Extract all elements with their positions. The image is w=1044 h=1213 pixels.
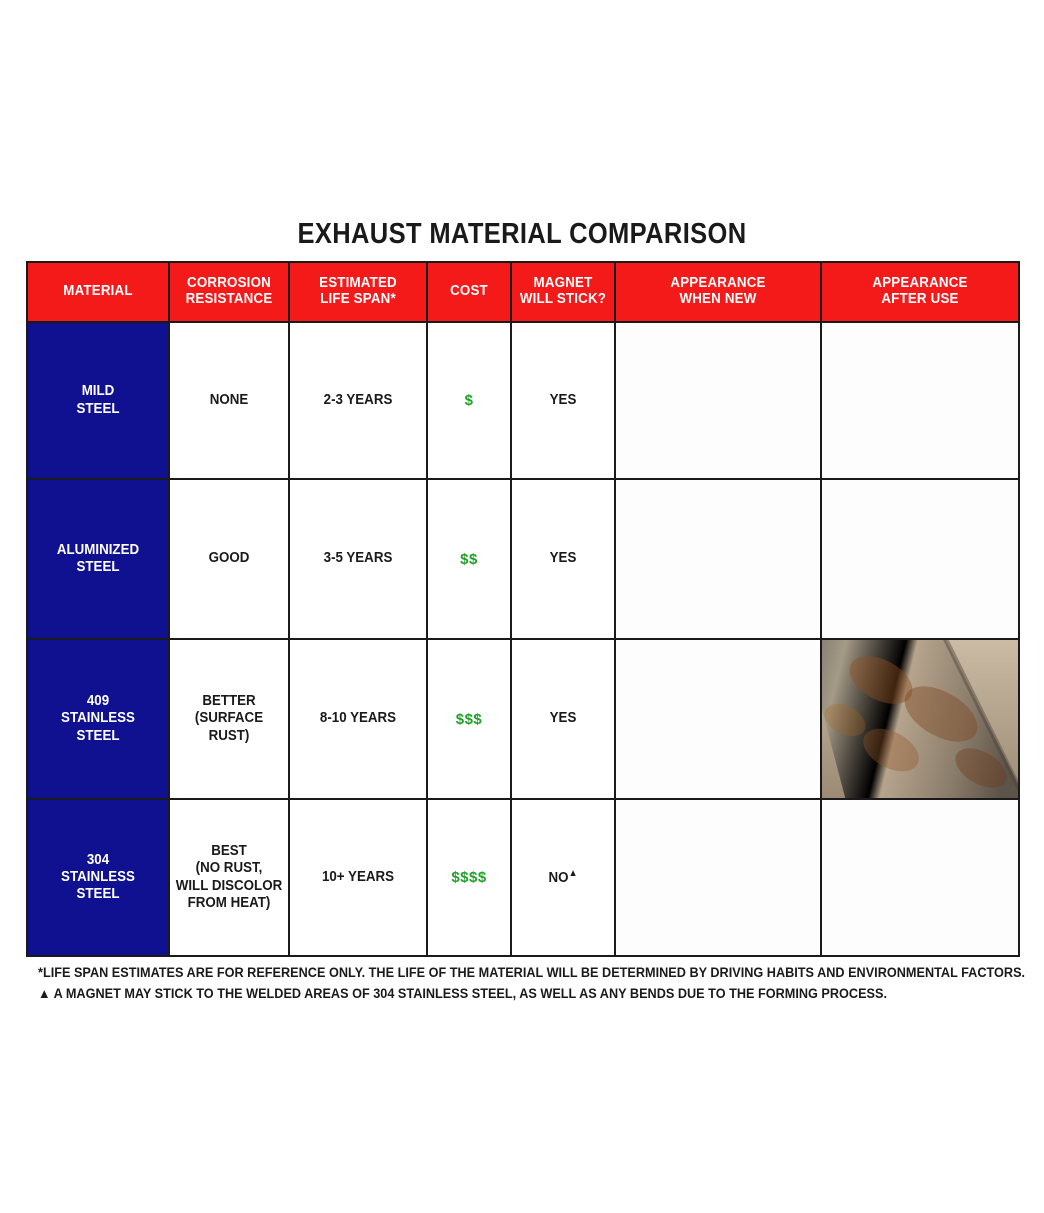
cell-material [27, 322, 169, 479]
header-line-2: LIFE SPAN* [320, 291, 396, 307]
header-line-1: MAGNET [533, 275, 593, 292]
header-line-1: APPEARANCE [872, 275, 968, 292]
304-stainless-headers-new-photo [616, 800, 820, 955]
footnote-life-span: *LIFE SPAN ESTIMATES ARE FOR REFERENCE ONLY. THE LIFE OF THE MATERIAL WILL BE DETERMINED BY DRIVING HABITS AND ENVIRONMENTAL FACTORS. [38, 965, 1026, 980]
comparison-table [26, 261, 1020, 957]
cell-material [27, 479, 169, 639]
header-line-1: COST [450, 283, 488, 300]
cell-life-span [289, 799, 427, 956]
material-line-2: STAINLESS [61, 868, 135, 885]
cell-magnet [511, 322, 615, 479]
magnet-value: YES [549, 710, 577, 727]
header-line-1: ESTIMATED [319, 275, 397, 292]
cell-material [27, 799, 169, 956]
corrosion-line-3: RUST) [208, 727, 250, 744]
header-line-2: WHEN NEW [679, 291, 757, 307]
cell-cost: $$$ [427, 639, 511, 799]
magnet-value: NO [548, 869, 569, 886]
column-header-material [27, 262, 169, 322]
footnote-magnet: ▲ A MAGNET MAY STICK TO THE WELDED AREAS OF 304 STAINLESS STEEL, AS WELL AS ANY BENDS DUE TO THE FORMING PROCESS. [38, 985, 888, 1001]
cell-life-span [289, 639, 427, 799]
header-line-1: CORROSION [187, 275, 271, 292]
corrosion-line-1: BETTER [202, 693, 256, 710]
life-span-line-1: 3-5 YEARS [323, 550, 393, 567]
material-line-3: STEEL [76, 727, 120, 744]
life-span-line-1: 10+ YEARS [321, 868, 395, 885]
header-line-1: MATERIAL [63, 283, 133, 300]
corrosion-line-4: FROM HEAT) [187, 894, 271, 911]
life-span-line-1: 8-10 YEARS [319, 710, 397, 727]
cell-appearance-when-new [615, 639, 821, 799]
header-line-1: APPEARANCE [670, 275, 766, 292]
comparison-table-container [26, 261, 1018, 957]
header-line-2: AFTER USE [881, 291, 959, 307]
cell-appearance-when-new [615, 479, 821, 639]
cell-appearance-when-new [615, 799, 821, 956]
material-line-3: STEEL [76, 886, 120, 903]
aluminized-pipe-rusted-photo [822, 480, 1018, 638]
material-line-2: STEEL [76, 400, 120, 417]
aluminized-bent-pipe-new-photo [616, 480, 820, 638]
cell-appearance-after-use [821, 639, 1019, 799]
magnet-value: YES [549, 391, 577, 408]
material-line-1: 304 [86, 851, 110, 868]
cell-life-span [289, 479, 427, 639]
corrosion-line-1: NONE [209, 391, 249, 408]
magnet-footnote-marker: ▲ [568, 868, 578, 880]
column-header-estimated-life-span [289, 262, 427, 322]
table-row [27, 479, 1019, 639]
cell-magnet [511, 639, 615, 799]
cell-appearance-after-use [821, 322, 1019, 479]
corrosion-line-1: GOOD [208, 550, 250, 567]
409-stainless-straight-pipe-new-photo [616, 640, 820, 798]
column-header-appearance-when-new [615, 262, 821, 322]
column-header-corrosion-resistance [169, 262, 289, 322]
cell-corrosion-resistance [169, 479, 289, 639]
cell-corrosion-resistance [169, 322, 289, 479]
corrosion-line-3: WILL DISCOLOR [175, 877, 283, 894]
cell-magnet [511, 799, 615, 956]
magnet-value: YES [549, 550, 577, 567]
material-line-2: STAINLESS [61, 710, 135, 727]
corrosion-line-2: (SURFACE [194, 710, 264, 727]
header-line-2: RESISTANCE [185, 291, 273, 307]
material-line-2: STEEL [76, 559, 120, 575]
cell-material [27, 639, 169, 799]
cell-cost: $ [427, 322, 511, 479]
life-span-line-1: 2-3 YEARS [323, 391, 393, 408]
table-row [27, 322, 1019, 479]
304-stainless-headers-discolored-photo [822, 800, 1018, 955]
cell-corrosion-resistance [169, 639, 289, 799]
cell-magnet [511, 479, 615, 639]
material-line-1: ALUMINIZED [56, 541, 140, 558]
table-row [27, 799, 1019, 956]
cell-appearance-after-use [821, 799, 1019, 956]
409-stainless-surface-rust-photo [822, 640, 1018, 798]
page-title: EXHAUST MATERIAL COMPARISON [297, 218, 747, 250]
corrosion-line-1: BEST [211, 843, 247, 860]
mild-steel-headers-rusted-photo [822, 323, 1018, 478]
table-row [27, 639, 1019, 799]
header-line-2: WILL STICK? [519, 291, 607, 307]
magnet-value-wrap [516, 868, 610, 887]
material-line-1: 409 [86, 693, 110, 710]
cell-cost: $$$$ [427, 799, 511, 956]
footnotes [38, 963, 1026, 1005]
table-header-row [27, 262, 1019, 322]
column-header-cost [427, 262, 511, 322]
column-header-magnet-will-stick [511, 262, 615, 322]
cell-appearance-when-new [615, 322, 821, 479]
cell-corrosion-resistance [169, 799, 289, 956]
cell-life-span [289, 322, 427, 479]
cell-appearance-after-use [821, 479, 1019, 639]
corrosion-line-2: (NO RUST, [195, 860, 263, 877]
column-header-appearance-after-use [821, 262, 1019, 322]
material-line-1: MILD [81, 383, 115, 400]
mild-steel-headers-new-photo [616, 323, 820, 478]
cell-cost: $$ [427, 479, 511, 639]
